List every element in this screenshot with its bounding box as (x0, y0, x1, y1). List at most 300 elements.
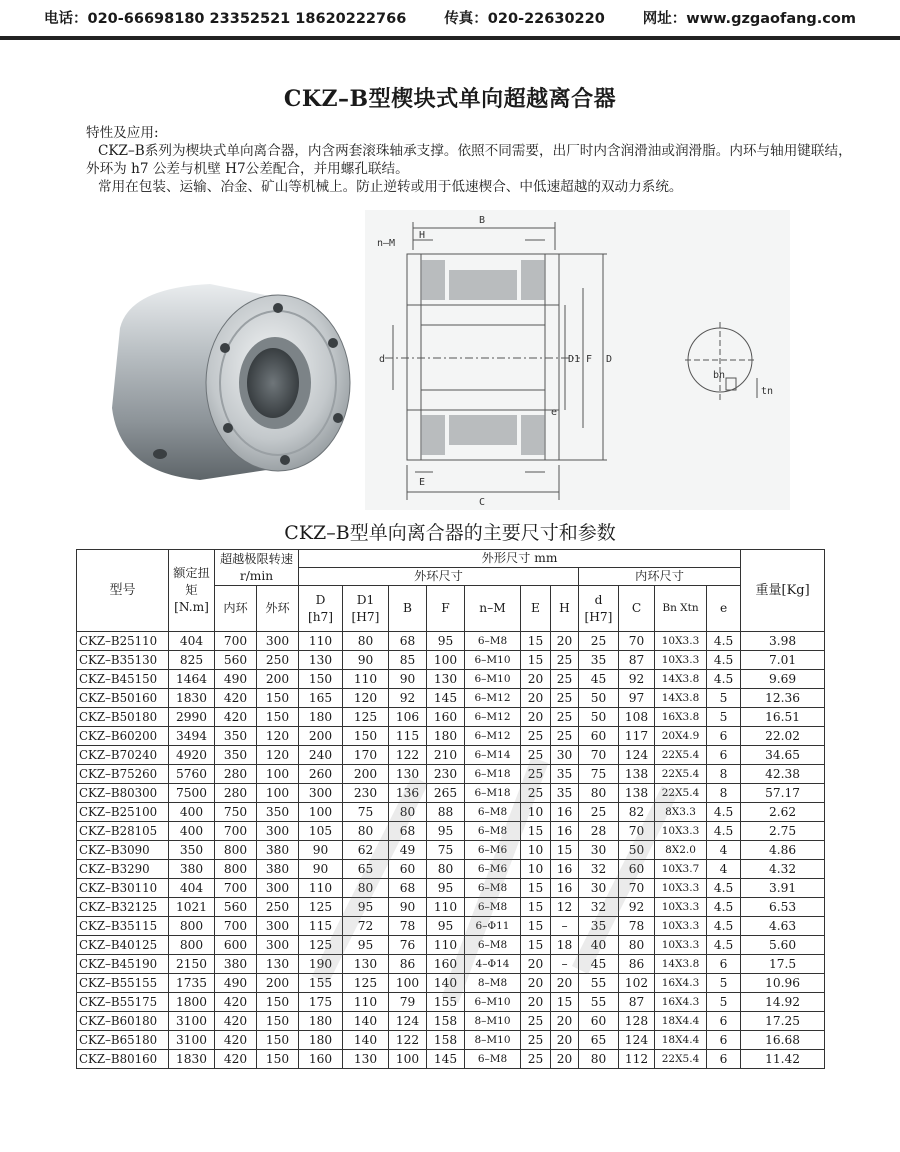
table-cell: 6–M8 (465, 803, 521, 822)
table-cell: 115 (299, 917, 343, 936)
table-cell: 150 (257, 1031, 299, 1050)
table-cell: – (551, 917, 579, 936)
table-cell: 380 (257, 860, 299, 879)
table-cell: 10X3.3 (655, 898, 707, 917)
table-cell: 250 (257, 651, 299, 670)
table-cell: 20 (551, 1050, 579, 1069)
table-cell: 16.68 (741, 1031, 825, 1050)
contact-phone: 电话：020-66698180 23352521 18620222766 (44, 10, 407, 27)
table-row (77, 765, 825, 784)
table-cell: 22X5.4 (655, 746, 707, 765)
dim-label-d-large: D (606, 354, 613, 365)
table-cell: 4.5 (707, 803, 741, 822)
table-cell: 20 (521, 670, 551, 689)
table-cell: 4.5 (707, 651, 741, 670)
table-row (77, 746, 825, 765)
dim-label-e: E (419, 477, 426, 488)
table-cell: 15 (521, 822, 551, 841)
th-weight: 重量[Kg] (741, 550, 825, 632)
table-cell: 12 (551, 898, 579, 917)
table-cell: 95 (427, 917, 465, 936)
dim-label-e-small: e (551, 407, 558, 418)
table-cell: 4.5 (707, 632, 741, 651)
table-cell: 1021 (169, 898, 215, 917)
table-cell: 72 (343, 917, 389, 936)
table-cell: 180 (427, 727, 465, 746)
table-cell: 2.62 (741, 803, 825, 822)
table-cell: 122 (389, 1031, 427, 1050)
th-inner-dims: 内环尺寸 (579, 568, 741, 586)
table-cell: 180 (299, 708, 343, 727)
table-cell: 10X3.3 (655, 632, 707, 651)
table-cell: 35 (579, 651, 619, 670)
table-row (77, 879, 825, 898)
table-cell: 20 (551, 974, 579, 993)
table-cell: 124 (619, 1031, 655, 1050)
table-cell: 15 (521, 879, 551, 898)
table-row (77, 841, 825, 860)
table-cell: 300 (257, 936, 299, 955)
table-cell: CKZ–B50180 (77, 708, 169, 727)
table-cell: 95 (343, 898, 389, 917)
table-cell: 380 (215, 955, 257, 974)
table-cell: 1735 (169, 974, 215, 993)
table-cell: 80 (343, 879, 389, 898)
th-B: B (389, 586, 427, 632)
table-cell: CKZ–B25110 (77, 632, 169, 651)
table-cell: 17.25 (741, 1012, 825, 1031)
table-cell: 85 (389, 651, 427, 670)
table-cell: 15 (551, 993, 579, 1012)
table-cell: 230 (427, 765, 465, 784)
table-cell: 6–M8 (465, 879, 521, 898)
table-cell: 300 (257, 822, 299, 841)
table-cell: 4.32 (741, 860, 825, 879)
table-cell: CKZ–B32125 (77, 898, 169, 917)
dim-label-nm: n–M (377, 238, 396, 249)
table-cell: 35 (551, 784, 579, 803)
table-cell: 40 (579, 936, 619, 955)
th-overspeed: 超越极限转速 r/min (215, 550, 299, 586)
table-cell: 600 (215, 936, 257, 955)
features-section (86, 124, 856, 196)
table-cell: 140 (343, 1031, 389, 1050)
table-cell: 25 (551, 727, 579, 746)
table-cell: 6–M10 (465, 670, 521, 689)
table-cell: 32 (579, 898, 619, 917)
table-cell: 25 (521, 1012, 551, 1031)
page-title: CKZ–B型楔块式单向超越离合器 (283, 86, 617, 112)
table-cell: 65 (579, 1031, 619, 1050)
table-cell: 125 (299, 936, 343, 955)
table-cell: 110 (343, 670, 389, 689)
table-cell: CKZ–B55155 (77, 974, 169, 993)
table-cell: 160 (427, 708, 465, 727)
table-cell: 10.96 (741, 974, 825, 993)
product-photo (90, 268, 360, 496)
table-cell: 404 (169, 632, 215, 651)
table-cell: 700 (215, 917, 257, 936)
table-cell: 25 (551, 651, 579, 670)
table-cell: 138 (619, 784, 655, 803)
table-cell: 200 (257, 670, 299, 689)
table-cell: 420 (215, 1050, 257, 1069)
table-cell: 4 (707, 841, 741, 860)
table-cell: 16 (551, 879, 579, 898)
table-cell: 6–Φ11 (465, 917, 521, 936)
table-cell: CKZ–B45150 (77, 670, 169, 689)
table-cell: 750 (215, 803, 257, 822)
table-cell: 404 (169, 879, 215, 898)
table-cell: 30 (579, 879, 619, 898)
table-row (77, 670, 825, 689)
table-cell: 25 (521, 784, 551, 803)
table-cell: 180 (299, 1031, 343, 1050)
table-cell: 10X3.3 (655, 822, 707, 841)
table-cell: 70 (619, 822, 655, 841)
table-cell: 125 (299, 898, 343, 917)
table-cell: 25 (551, 708, 579, 727)
table-cell: 6 (707, 955, 741, 974)
table-cell: CKZ–B35130 (77, 651, 169, 670)
table-cell: 57.17 (741, 784, 825, 803)
table-cell: 200 (343, 765, 389, 784)
table-cell: 2.75 (741, 822, 825, 841)
table-cell: 49 (389, 841, 427, 860)
table-cell: 4.86 (741, 841, 825, 860)
table-cell: 1800 (169, 993, 215, 1012)
table-cell: 190 (299, 955, 343, 974)
table-cell: 97 (619, 689, 655, 708)
table-cell: 5 (707, 993, 741, 1012)
table-cell: 350 (215, 727, 257, 746)
table-cell: 95 (427, 632, 465, 651)
table-cell: 2990 (169, 708, 215, 727)
table-cell: 70 (619, 632, 655, 651)
header-rule (0, 36, 900, 40)
table-row (77, 993, 825, 1012)
contact-website[interactable]: 网址：www.gzgaofang.com (642, 10, 856, 27)
table-cell: 130 (257, 955, 299, 974)
table-cell: 80 (579, 1050, 619, 1069)
table-cell: 6–M8 (465, 936, 521, 955)
table-cell: 82 (619, 803, 655, 822)
table-cell: 145 (427, 689, 465, 708)
table-cell: 78 (619, 917, 655, 936)
table-cell: 25 (521, 1050, 551, 1069)
table-cell: 75 (427, 841, 465, 860)
table-cell: 80 (427, 860, 465, 879)
table-cell: 490 (215, 974, 257, 993)
table-cell: CKZ–B30110 (77, 879, 169, 898)
table-cell: 20X4.9 (655, 727, 707, 746)
table-cell: CKZ–B60200 (77, 727, 169, 746)
table-cell: 4.5 (707, 670, 741, 689)
table-cell: 6–M6 (465, 841, 521, 860)
table-cell: 25 (521, 746, 551, 765)
table-cell: 250 (257, 898, 299, 917)
table-cell: 88 (427, 803, 465, 822)
table-cell: 16 (551, 860, 579, 879)
table-cell: 95 (427, 822, 465, 841)
table-cell: 1830 (169, 1050, 215, 1069)
dim-label-tn: tn (761, 386, 774, 397)
table-row (77, 651, 825, 670)
table-cell: CKZ–B60180 (77, 1012, 169, 1031)
table-cell: 5 (707, 974, 741, 993)
table-row (77, 727, 825, 746)
table-cell: 5 (707, 689, 741, 708)
table-cell: 14.92 (741, 993, 825, 1012)
table-cell: 8–M8 (465, 974, 521, 993)
table-cell: 92 (389, 689, 427, 708)
table-cell: 10X3.3 (655, 879, 707, 898)
table-cell: – (551, 955, 579, 974)
table-cell: 6–M8 (465, 898, 521, 917)
table-cell: 420 (215, 993, 257, 1012)
table-cell: 7500 (169, 784, 215, 803)
table-cell: 8 (707, 765, 741, 784)
table-cell: 10 (521, 860, 551, 879)
table-cell: 87 (619, 651, 655, 670)
table-cell: 14X3.8 (655, 670, 707, 689)
table-row (77, 898, 825, 917)
table-cell: 4.5 (707, 936, 741, 955)
table-cell: CKZ–B55175 (77, 993, 169, 1012)
table-cell: CKZ–B65180 (77, 1031, 169, 1050)
table-cell: 420 (215, 1031, 257, 1050)
table-cell: 78 (389, 917, 427, 936)
table-cell: 8–M10 (465, 1012, 521, 1031)
table-cell: 17.5 (741, 955, 825, 974)
table-cell: 130 (389, 765, 427, 784)
table-cell: 265 (427, 784, 465, 803)
table-cell: 170 (343, 746, 389, 765)
table-cell: 4–Φ14 (465, 955, 521, 974)
table-cell: 100 (257, 765, 299, 784)
table-cell: 16X4.3 (655, 974, 707, 993)
th-d: d [H7] (579, 586, 619, 632)
table-cell: 62 (343, 841, 389, 860)
table-cell: 18X4.4 (655, 1031, 707, 1050)
table-cell: 150 (257, 689, 299, 708)
table-cell: 16X3.8 (655, 708, 707, 727)
table-cell: 138 (619, 765, 655, 784)
table-cell: 75 (343, 803, 389, 822)
table-cell: 6 (707, 727, 741, 746)
table-cell: 6–M8 (465, 632, 521, 651)
contact-bar (0, 0, 900, 34)
table-cell: 1830 (169, 689, 215, 708)
table-cell: 25 (579, 803, 619, 822)
table-cell: 300 (257, 917, 299, 936)
dim-label-b: B (479, 215, 486, 226)
table-cell: 3.91 (741, 879, 825, 898)
table-cell: 4 (707, 860, 741, 879)
table-cell: 68 (389, 632, 427, 651)
table-cell: 300 (257, 879, 299, 898)
table-cell: 2150 (169, 955, 215, 974)
table-cell: 420 (215, 708, 257, 727)
table-cell: 10 (521, 841, 551, 860)
table-cell: 4920 (169, 746, 215, 765)
table-cell: CKZ–B3090 (77, 841, 169, 860)
table-cell: 60 (389, 860, 427, 879)
table-cell: 145 (427, 1050, 465, 1069)
th-E: E (521, 586, 551, 632)
table-cell: 110 (343, 993, 389, 1012)
table-cell: 175 (299, 993, 343, 1012)
table-cell: 825 (169, 651, 215, 670)
table-cell: 115 (389, 727, 427, 746)
table-row (77, 974, 825, 993)
th-model: 型号 (77, 550, 169, 632)
contact-fax: 传真：020-22630220 (444, 10, 605, 27)
table-cell: 6–M10 (465, 651, 521, 670)
table-cell: 560 (215, 898, 257, 917)
table-cell: 80 (579, 784, 619, 803)
table-cell: 150 (257, 1050, 299, 1069)
table-cell: 28 (579, 822, 619, 841)
table-cell: 87 (619, 993, 655, 1012)
table-row (77, 708, 825, 727)
table-cell: 10 (521, 803, 551, 822)
table-cell: 5760 (169, 765, 215, 784)
table-cell: 86 (619, 955, 655, 974)
table-cell: 108 (619, 708, 655, 727)
table-cell: 45 (579, 955, 619, 974)
table-cell: 165 (299, 689, 343, 708)
table-cell: 11.42 (741, 1050, 825, 1069)
table-cell: 16.51 (741, 708, 825, 727)
table-cell: 34.65 (741, 746, 825, 765)
table-cell: 60 (619, 860, 655, 879)
table-cell: 50 (579, 708, 619, 727)
dim-label-bn: bn (713, 370, 726, 381)
table-cell: 6 (707, 1031, 741, 1050)
table-row (77, 689, 825, 708)
table-cell: 4.5 (707, 917, 741, 936)
table-cell: 106 (389, 708, 427, 727)
dim-label-c: C (479, 497, 486, 508)
table-cell: CKZ–B35115 (77, 917, 169, 936)
table-cell: 110 (427, 898, 465, 917)
features-heading: 特性及应用: (86, 125, 159, 141)
table-cell: CKZ–B70240 (77, 746, 169, 765)
table-cell: 124 (389, 1012, 427, 1031)
table-cell: 65 (343, 860, 389, 879)
table-cell: 25 (521, 765, 551, 784)
table-cell: 5.60 (741, 936, 825, 955)
table-cell: 3100 (169, 1012, 215, 1031)
table-cell: 25 (521, 1031, 551, 1050)
th-dims: 外形尺寸 mm (299, 550, 741, 568)
table-cell: 70 (579, 746, 619, 765)
technical-drawing (365, 210, 790, 510)
table-cell: 210 (427, 746, 465, 765)
table-cell: 130 (299, 651, 343, 670)
table-cell: CKZ–B25100 (77, 803, 169, 822)
table-cell: 128 (619, 1012, 655, 1031)
table-cell: 92 (619, 898, 655, 917)
table-cell: 124 (619, 746, 655, 765)
table-cell: CKZ–B45190 (77, 955, 169, 974)
table-cell: 155 (427, 993, 465, 1012)
th-inner: 内环 (215, 586, 257, 632)
table-cell: 14X3.8 (655, 689, 707, 708)
table-cell: 130 (427, 670, 465, 689)
th-D1: D1 [H7] (343, 586, 389, 632)
table-cell: 30 (579, 841, 619, 860)
table-cell: 240 (299, 746, 343, 765)
table-cell: 92 (619, 670, 655, 689)
table-cell: 22.02 (741, 727, 825, 746)
table-cell: 4.5 (707, 898, 741, 917)
table-cell: 800 (169, 936, 215, 955)
table-cell: 140 (343, 1012, 389, 1031)
table-cell: CKZ–B50160 (77, 689, 169, 708)
table-row (77, 1050, 825, 1069)
table-cell: 22X5.4 (655, 765, 707, 784)
table-cell: 100 (427, 651, 465, 670)
table-cell: 20 (521, 708, 551, 727)
table-cell: CKZ–B80160 (77, 1050, 169, 1069)
table-cell: 20 (521, 955, 551, 974)
table-cell: CKZ–B40125 (77, 936, 169, 955)
features-para-2: 常用在包装、运输、冶金、矿山等机械上。防止逆转或用于低速楔合、中低速超越的双动力系统。 (98, 179, 683, 195)
table-cell: 100 (257, 784, 299, 803)
table-cell: 6–M10 (465, 993, 521, 1012)
table-row (77, 936, 825, 955)
table-cell: 15 (551, 841, 579, 860)
table-row (77, 917, 825, 936)
table-cell: 150 (257, 993, 299, 1012)
table-cell: 90 (389, 898, 427, 917)
th-e: e (707, 586, 741, 632)
table-cell: 420 (215, 689, 257, 708)
table-cell: 15 (521, 898, 551, 917)
table-cell: 79 (389, 993, 427, 1012)
table-cell: 400 (169, 803, 215, 822)
table-cell: 150 (257, 1012, 299, 1031)
table-cell: 20 (521, 974, 551, 993)
table-cell: 350 (169, 841, 215, 860)
table-cell: 6–M18 (465, 784, 521, 803)
table-cell: 6–M12 (465, 727, 521, 746)
table-cell: 22X5.4 (655, 784, 707, 803)
table-cell: 700 (215, 879, 257, 898)
table-cell: 32 (579, 860, 619, 879)
table-cell: 100 (389, 974, 427, 993)
table-cell: 25 (551, 670, 579, 689)
table-row (77, 632, 825, 651)
table-cell: 3.98 (741, 632, 825, 651)
table-cell: 260 (299, 765, 343, 784)
th-F: F (427, 586, 465, 632)
table-cell: 45 (579, 670, 619, 689)
table-cell: 35 (551, 765, 579, 784)
table-cell: 700 (215, 632, 257, 651)
table-cell: 130 (343, 1050, 389, 1069)
table-cell: 10X3.3 (655, 651, 707, 670)
table-cell: 20 (551, 1012, 579, 1031)
table-cell: 5 (707, 708, 741, 727)
table-cell: 55 (579, 974, 619, 993)
table-cell: 3494 (169, 727, 215, 746)
table-cell: 1464 (169, 670, 215, 689)
table-cell: 100 (299, 803, 343, 822)
table-cell: 70 (619, 879, 655, 898)
